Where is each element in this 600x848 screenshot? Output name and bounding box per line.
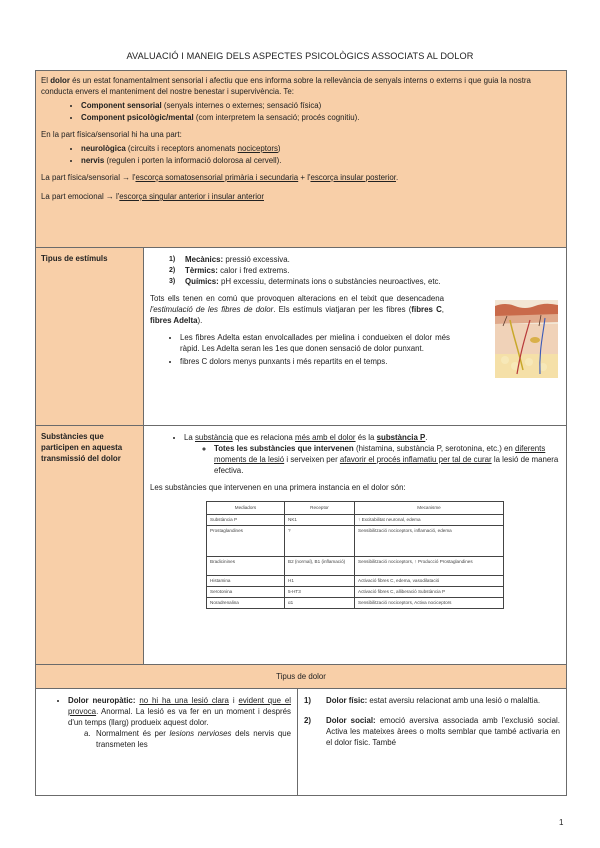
list-item [68,695,291,728]
list-item: • Les fibres Adelta estan envolcallades per mielina i condueixen el dolor més ràpid. Les Adelta seran les 1es que donen sensació de dolor punxant. [180,332,450,354]
underlined-term: escorça somatosensorial primària i secundaria [135,173,299,182]
list-item [81,155,561,166]
list-item-bold: neurològica [81,144,126,153]
substances-sublist [184,443,560,476]
text: La part emocional → l' [41,192,120,201]
list-item-bold: Tèrmics: [185,266,218,275]
text: El [41,76,51,85]
text: que es relaciona [232,433,296,442]
list-item [81,100,561,111]
text: ). [197,316,203,325]
list-item [304,695,560,706]
table-cell: Prostaglandines [207,526,285,557]
pain-types-right [298,689,567,796]
text: . Anormal. La lesió es va fer en un moment i després d'un temps (llarg) produeix aquest dolor. [68,707,291,727]
table-row [207,598,504,609]
substances-content [144,426,567,665]
list-item-text: pressió excessiva. [223,255,290,264]
bold-text: fibres C [411,305,442,314]
table-cell: H1 [285,576,355,587]
list-item-text: calor i fred extrems. [217,266,290,275]
underlined-term: no hi ha una lesió clara [139,696,229,705]
table-cell: 5-HT3 [285,587,355,598]
table-cell: Histamina [207,576,285,587]
text: és un estat fonamentalment sensorial i afectiu que ens informa sobre la rellevància de senyals interns o externs i que guia la nostra conducta envers el manteniment del nostre benestar i supervivència. Te: [41,76,531,96]
intro-cell [36,71,567,248]
list-number: 1) [304,696,312,705]
intro-paragraph [41,75,561,97]
stimuli-row [36,248,567,426]
list-item-text: (regulen i porten la informació dolorosa al cervell). [104,156,282,165]
text: La [184,433,195,442]
list-item-text: (senyals internes o externes; sensació física) [161,101,322,110]
text: estat aversiu relacionat amb una lesió o malaltia. [367,696,541,705]
bold-text: fibres Adelta [150,316,198,325]
text: , [441,305,444,314]
text: dels nervis que transmeten les [96,729,292,749]
intro-row [36,71,567,248]
text: La part física/sensorial → l' [41,173,136,182]
table-cell: Sensibilització nociceptors, Activa nociceptors [355,598,504,609]
table-cell: Serotonina [207,587,285,598]
underlined-term: escorça singular anterior i insular anterior [119,192,264,201]
components-list [41,100,561,123]
table-cell: Activació fibres C, edema, vasodilatació [355,576,504,587]
list-item [81,112,561,123]
bold-text: Dolor social: [326,716,376,725]
list-item-text: (com interpretem la sensació; procés cognitiu). [193,113,360,122]
list-item [304,715,560,748]
text: . [425,433,428,442]
table-cell: α1 [285,598,355,609]
underlined-term: més amb el dolor [295,433,356,442]
table-intro: Les substàncies que intervenen en una primera instancia en el dolor són: [150,483,406,492]
table-row [207,557,504,576]
physical-part-intro: En la part física/sensorial hi ha una part: [41,130,182,139]
underlined-term: substància [194,433,233,442]
page-number: 1 [559,818,564,827]
table-cell: Bradicinines [207,557,285,576]
list-number: 3) [169,278,176,285]
text: i serveixen per [284,455,340,464]
pain-types-left [36,689,298,796]
underlined-term: evident que el provoca [68,696,292,716]
table-cell: B2 (normal), B1 (inflamació) [285,557,355,576]
substances-row [36,426,567,665]
substances-list [150,432,560,476]
stimuli-label: Tipus de estímuls [36,248,144,426]
text: Normalment és per [96,729,170,738]
substance-p-term: substància P [376,433,426,442]
pain-types-table [35,688,567,796]
neuropathic-sublist [46,728,291,750]
emotional-cortex-line [41,191,561,202]
table-cell: Sensibilització nociceptors, ↑ Producció Prostaglandines [355,557,504,576]
underlined-term: escorça insular posterior [310,173,396,182]
text: + l' [298,173,311,182]
italic-text: lesions nervioses [169,729,232,738]
neuropathic-list [46,695,291,728]
list-number: 2) [304,716,312,725]
page-title: AVALUACIÓ I MANEIG DELS ASPECTES PSICOLÒGICS ASSOCIATS AL DOLOR [126,51,474,61]
table-cell: Activació fibres C, alliberació Substància P [355,587,504,598]
list-item-bold: Químics: [185,277,219,286]
list-item-bold: Component psicològic/mental [81,113,194,122]
text: . [396,173,399,182]
text: Tots ells tenen en comú que provoquen alteracions en el teixit que desencadena [150,294,444,303]
fibres-list [150,332,450,367]
list-item-bold: Component sensorial [81,101,162,110]
parts-list [41,143,561,166]
skin-cross-section-image [495,300,558,378]
bold-text: Dolor físic: [326,696,368,705]
underlined-term: afavorir el procés inflamatiu per tal de curar [339,455,492,464]
text: . Els estímuls viatjaran per les fibres ( [273,305,412,314]
table-cell: NK1 [285,515,355,526]
table-row [207,576,504,587]
table-row [207,526,504,557]
list-item [214,443,560,476]
text: és la [355,433,377,442]
text: (histamina, substància P, serotonina, etc.) en [353,444,516,453]
list-item [169,276,560,287]
list-number: 1) [169,256,176,263]
fibres-paragraph [150,293,444,326]
list-item-bold: Mecànics: [185,255,224,264]
substances-label: Substàncies que participen en aquesta transmissió del dolor [36,426,144,665]
table-row [207,515,504,526]
keyword-dolor: dolor [50,76,70,85]
text: i [228,696,239,705]
mediators-table [206,501,504,609]
list-item [169,254,560,265]
table-header: Mecanisme [355,502,504,515]
list-item [184,432,560,476]
bold-text: Totes les substàncies que intervenen [214,444,354,453]
table-row [207,587,504,598]
pain-types-header-row [36,665,567,689]
table-header: Receptor [285,502,355,515]
bold-text: Dolor neuropàtic: [68,696,136,705]
list-item [169,265,560,276]
text: emoció aversiva associada amb l'exclusió social. Activa les mateixes àrees o molts semblar que també activaria en el dolor físic. També [326,716,560,747]
list-number: a. [84,729,91,738]
underlined-term: nociceptors [237,144,278,153]
text: la lesió de manera efectiva. [214,455,559,475]
pain-types-row [36,689,567,796]
list-item-text: pH excessiu, determinats ions o substàncies neuroactives, etc. [218,277,441,286]
list-item: • fibres C dolors menys punxants i més repartits en el temps. [180,356,450,367]
list-item [81,143,561,154]
list-number: 2) [169,267,176,274]
stimuli-content [144,248,567,426]
stimuli-list [150,254,560,287]
table-cell: Substància P [207,515,285,526]
table-cell: Noradrenalina [207,598,285,609]
table-header-row [207,502,504,515]
list-item-text: ) [277,144,281,153]
list-item-bold: nervis [81,156,105,165]
pain-types-header: Tipus de dolor [36,665,567,689]
list-item-text: (circuits i receptors anomenats [125,144,238,153]
table-cell: ↑ Excitabilitat neuronal, edema [355,515,504,526]
physical-cortex-line [41,172,561,183]
table-cell: Sensibilització nociceptors, inflamació, edema [355,526,504,557]
italic-text: l'estimulació de les fibres de dolor [150,305,274,314]
underlined-term: diferents moments de la lesió [214,444,546,464]
table-cell: ? [285,526,355,557]
content-table [35,70,567,689]
table-header: Mediadors [207,502,285,515]
